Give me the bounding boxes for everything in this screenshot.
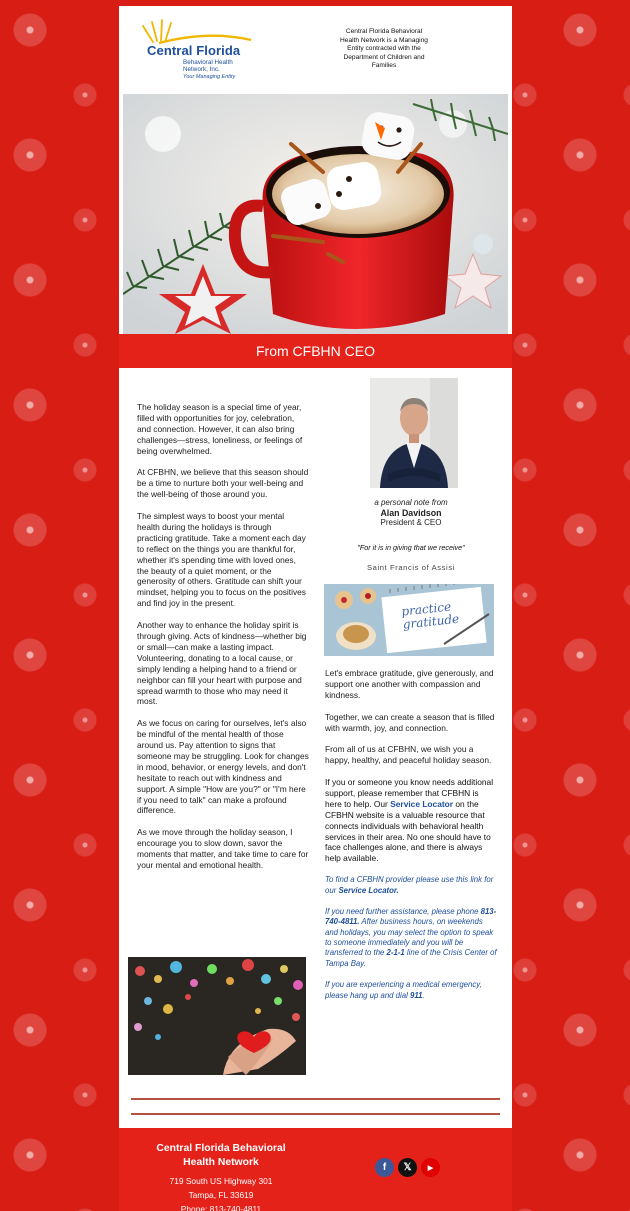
letter-paragraph: The holiday season is a special time of year, filled with opportunities for joy, celebration, and connection. However, it can also bring challenges—stress, loneliness, or feelings of being overwhelmed. bbox=[137, 402, 303, 456]
ceo-letter-right-column bbox=[325, 668, 497, 1012]
email-header bbox=[119, 6, 512, 94]
letter-paragraph: Let's embrace gratitude, give generously, and support one another with compassion and kindness. bbox=[325, 668, 494, 700]
letter-paragraph: The simplest ways to boost your mental health during the holidays is through practicing gratitude. Take a moment each day to reflect on the things you are thankful for, whether it's spending time with loved ones, the beauty of a quiet moment, or the generosity of others. Gratitude can shift your mindset, helping you to focus on the positives and find joy in the present. bbox=[137, 511, 306, 609]
logo-name: Central Florida bbox=[147, 43, 241, 58]
emergency-number: 911 bbox=[409, 990, 423, 1000]
letter-paragraph: From all of us at CFBHN, we wish you a happy, healthy, and peaceful holiday season. bbox=[325, 744, 492, 766]
quote-author: Saint Francis of Assisi bbox=[366, 563, 456, 572]
support-paragraph: If you or someone you know needs additional support, please remember that CFBHN is here to help. Our Service Locator on the CFBHN website is a valuable resource that connects individuals with behavioral health services in their area. No one should have to face challenges alone, and there is always help available. bbox=[325, 777, 494, 864]
service-locator-link-2[interactable]: Service Locator. bbox=[338, 885, 399, 895]
ceo-role: President & CEO bbox=[380, 518, 442, 527]
address-line-1: 719 South US Highway 301 bbox=[169, 1176, 273, 1186]
section-band-title: From CFBHN CEO bbox=[119, 334, 512, 368]
ceo-letter-left-column bbox=[137, 402, 309, 882]
ceo-signature-block bbox=[325, 498, 497, 528]
ceo-name: Alan Davidson bbox=[380, 508, 442, 518]
logo-subtitle: Behavioral Health Network, Inc. bbox=[183, 59, 233, 73]
crisis-line-number: 2-1-1 bbox=[386, 948, 405, 958]
letter-paragraph: As we focus on caring for ourselves, let's also be mindful of the mental health of those around us. Pay attention to signs that someone may be struggling. Look for changes in mood, behavior, or energy levels, and don't hesitate to reach out with kindness and support. A simple "How are you?" or "I'm here if you need to talk" can make a profound difference. bbox=[137, 718, 309, 816]
assistance-paragraph: If you need further assistance, please phone 813-740-4811. After business hours, on weekends and holidays, you may select the option to speak to someone immediately and you will be transferred to the 2-1-1 line of the Crisis Center of Tampa Bay. bbox=[325, 906, 497, 968]
ceo-portrait bbox=[370, 378, 458, 488]
hero-image bbox=[123, 94, 508, 334]
letter-paragraph: As we move through the holiday season, I encourage you to slow down, savor the moments that matter, and take time to care for your mental and emotional health. bbox=[137, 827, 309, 870]
address-line-2: Tampa, FL 33619 bbox=[188, 1190, 254, 1200]
emergency-paragraph: If you are experiencing a medical emergency, please hang up and dial 911. bbox=[325, 980, 482, 1000]
divider-line bbox=[131, 1098, 500, 1100]
x-icon[interactable]: 𝕏 bbox=[398, 1158, 417, 1177]
email-footer bbox=[119, 1128, 512, 1211]
youtube-icon[interactable]: ▶ bbox=[421, 1158, 440, 1177]
letter-paragraph: At CFBHN, we believe that this season should be a time to nurture both your well-being and the well-being of those around you. bbox=[137, 467, 309, 500]
footer-org-name: Central Florida Behavioral Health Network bbox=[156, 1143, 286, 1168]
personal-note-intro: a personal note from bbox=[374, 498, 448, 507]
practice-gratitude-text: practice gratitude bbox=[400, 599, 460, 632]
service-locator-link[interactable]: Service Locator bbox=[390, 798, 454, 809]
quote-text: "For it is in giving that we receive" bbox=[357, 543, 465, 552]
footer-address bbox=[141, 1174, 301, 1211]
divider-line bbox=[131, 1113, 500, 1115]
footer-phone[interactable]: Phone: 813-740-4811 bbox=[180, 1204, 262, 1211]
phone-link[interactable]: 813-740-4811. bbox=[325, 906, 497, 927]
logo-tagline: Your Managing Entity bbox=[183, 74, 236, 80]
practice-gratitude-image bbox=[324, 584, 494, 656]
letter-paragraph: Another way to enhance the holiday spirit is through giving. Acts of kindness—whether big or small—can make a lasting impact. Volunteering, donating to a local cause, or simply lending a helping hand to a friend or neighbor can fill your heart with purpose and spread warmth to those who may need it most. bbox=[137, 620, 307, 707]
facebook-icon[interactable]: f bbox=[375, 1158, 394, 1177]
holiday-lights-heart-image bbox=[128, 957, 306, 1075]
letter-paragraph: Together, we can create a season that is filled with warmth, joy, and connection. bbox=[325, 711, 495, 733]
managing-entity-note: Central Florida Behavioral Health Network is a Managing Entity contracted with the Department of Children and Families bbox=[340, 28, 428, 70]
cfbhn-logo[interactable] bbox=[139, 16, 254, 82]
find-provider-paragraph: To find a CFBHN provider please use this link for our Service Locator. bbox=[325, 875, 494, 895]
email-body bbox=[119, 6, 512, 1211]
logo-sun-icon bbox=[139, 16, 254, 46]
